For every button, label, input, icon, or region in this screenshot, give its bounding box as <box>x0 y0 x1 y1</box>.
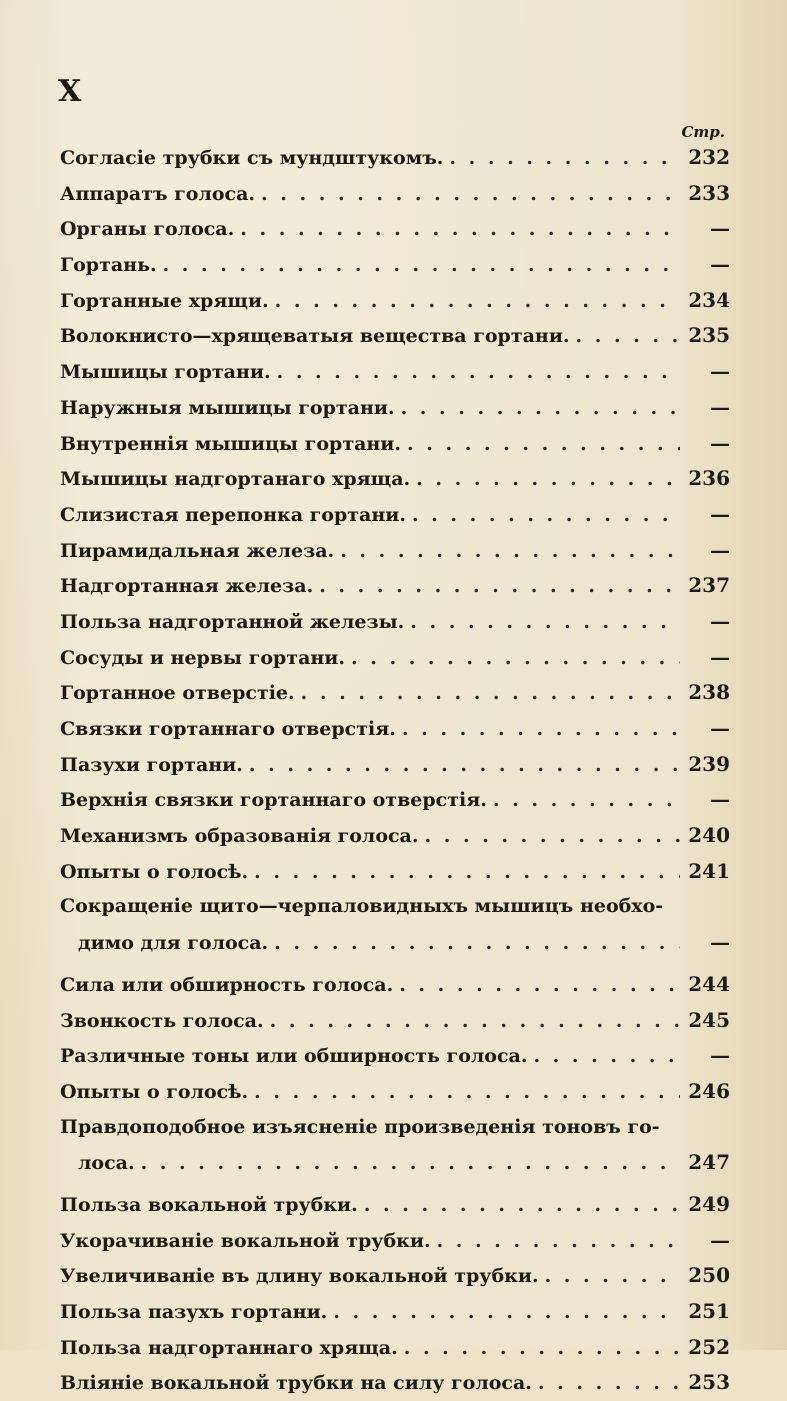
toc-entry <box>60 675 730 711</box>
dot-leader <box>351 641 680 676</box>
toc-entry-title: Опыты о голосѣ. <box>60 860 249 883</box>
toc-entry <box>60 497 730 533</box>
toc-entry-page: 247 <box>688 1150 730 1175</box>
toc-entry-page: 238 <box>688 680 730 705</box>
toc-entry-page: 253 <box>688 1370 730 1395</box>
toc-entry <box>60 533 730 569</box>
toc-entry-page: 240 <box>688 823 730 848</box>
toc-entry-page: — <box>710 537 730 562</box>
dot-leader <box>277 355 680 390</box>
toc-entry-title: димо для голоса. <box>78 932 269 955</box>
toc-entry <box>60 747 730 783</box>
dot-leader <box>141 1146 680 1181</box>
toc-entry-title: Верхнія связки гортаннаго отверстія. <box>60 789 487 812</box>
toc-entry <box>60 1223 730 1259</box>
dot-leader <box>416 462 680 497</box>
toc-entry <box>60 1074 730 1110</box>
toc-entry <box>60 211 730 247</box>
toc-entry-page: 246 <box>688 1078 730 1103</box>
toc-entry-title: Правдоподобное изъясненіе произведенія тоновъ го- <box>60 1115 660 1138</box>
toc-entry <box>60 176 730 212</box>
toc-entry-page: — <box>710 787 730 812</box>
toc-entry-title: Надгортанная железа. <box>60 575 314 598</box>
toc-entry-page: 234 <box>688 287 730 312</box>
toc-entry <box>60 140 730 176</box>
toc-entry <box>60 1003 730 1039</box>
dot-leader <box>301 676 680 711</box>
toc-entry-page: 232 <box>688 145 730 169</box>
toc-entry-title: Польза вокальной трубки. <box>60 1193 358 1216</box>
toc-entry-page: 236 <box>688 466 730 491</box>
toc-entry-title: Опыты о голосѣ. <box>60 1080 249 1103</box>
toc-entry-page: 245 <box>688 1007 730 1032</box>
toc-entry-page: 249 <box>688 1191 730 1216</box>
toc-entry-page: 244 <box>688 971 730 996</box>
page-number: X <box>58 74 83 109</box>
toc-entry-page: — <box>710 501 730 526</box>
toc-entry-title: Вліяніе вокальной трубки на силу голоса. <box>60 1372 532 1395</box>
toc-entry <box>60 818 730 854</box>
toc-entry <box>60 604 730 640</box>
dot-leader <box>402 712 680 747</box>
dot-leader <box>545 1259 680 1294</box>
dot-leader <box>340 534 680 569</box>
toc-entry-title: Пирамидальная железа. <box>60 539 335 562</box>
toc-entry-title: Внутреннія мышицы гортани. <box>60 432 402 455</box>
toc-entry-title: Сосуды и нервы гортани. <box>60 646 345 669</box>
dot-leader <box>437 1224 680 1259</box>
dot-leader <box>249 748 680 783</box>
toc-entry <box>60 283 730 319</box>
dot-leader <box>163 248 680 283</box>
toc-entry-title: Мышицы гортани. <box>60 361 271 384</box>
toc-entry-title: Аппаратъ голоса. <box>60 182 256 205</box>
toc-entry <box>60 426 730 462</box>
toc-entry-page: — <box>710 430 730 455</box>
toc-entry <box>60 711 730 747</box>
toc-entry-page: 241 <box>688 858 730 883</box>
toc-entry <box>60 1365 730 1401</box>
toc-entry-page: 250 <box>688 1263 730 1288</box>
toc-entry-title: Увеличиваніе въ длину вокальной трубки. <box>60 1265 539 1288</box>
toc-entry-title: Пазухи гортани. <box>60 753 243 776</box>
toc-entry-continuation <box>60 925 730 961</box>
toc-entry-page: 252 <box>688 1334 730 1359</box>
dot-leader <box>254 855 680 890</box>
toc-entry-title: Гортанные хрящи. <box>60 289 269 312</box>
toc-entry <box>60 1038 730 1074</box>
toc-entry <box>60 1330 730 1366</box>
toc-entry-title: Сокращеніе щито—черпаловидныхъ мышицъ необхо- <box>60 895 664 918</box>
toc-entry-page: — <box>710 608 730 633</box>
toc-entry-title: Различные тоны или обширность голоса. <box>60 1045 528 1068</box>
toc-entry-multiline <box>60 1110 730 1146</box>
dot-leader <box>275 284 680 319</box>
toc-entry-title: Волокнисто—хрящеватыя вещества гортани. <box>60 325 570 348</box>
toc-entry-title: Мышицы надгортанаго хряща. <box>60 468 411 491</box>
toc-entry-title: Польза надгортанной железы. <box>60 610 405 633</box>
dot-leader <box>240 212 680 247</box>
dot-leader <box>407 427 680 462</box>
toc-entry <box>60 568 730 604</box>
dot-leader <box>274 926 680 961</box>
toc-entry-page: 237 <box>688 573 730 598</box>
toc-entry-page: 251 <box>688 1299 730 1323</box>
dot-leader <box>270 1004 680 1039</box>
toc-entry <box>60 640 730 676</box>
toc-entry <box>60 782 730 818</box>
table-of-contents <box>60 140 730 1401</box>
toc-entry-title: Слизистая перепонка гортани. <box>60 503 406 526</box>
toc-entry-title: Укорачиваніе вокальной трубки. <box>60 1229 431 1252</box>
toc-entry-page: — <box>710 252 730 277</box>
dot-leader <box>319 569 680 604</box>
toc-entry <box>60 247 730 283</box>
dot-leader <box>410 605 680 640</box>
dot-leader <box>254 1075 680 1110</box>
dot-leader <box>412 498 680 533</box>
dot-leader <box>425 819 681 854</box>
toc-entry-page: — <box>710 394 730 419</box>
toc-entry <box>60 1258 730 1294</box>
dot-leader <box>401 391 680 426</box>
dot-leader <box>333 1295 680 1330</box>
toc-entry-page: 235 <box>688 323 730 348</box>
toc-entry-page: — <box>710 1043 730 1068</box>
toc-entry-title: Гортанное отверстіе. <box>60 682 295 705</box>
toc-entry <box>60 1294 730 1330</box>
toc-entry-multiline <box>60 889 730 925</box>
toc-entry-page: 233 <box>688 180 730 205</box>
dot-leader <box>261 177 680 212</box>
toc-entry <box>60 390 730 426</box>
toc-entry-title: Согласіе трубки съ мундштукомъ. <box>60 147 444 169</box>
toc-entry-title: Гортань. <box>60 254 157 277</box>
toc-entry-title: Связки гортаннаго отверстія. <box>60 718 396 740</box>
toc-entry-title: лоса. <box>78 1152 135 1175</box>
dot-leader <box>576 319 680 354</box>
toc-entry-title: Органы голоса. <box>60 218 235 241</box>
toc-entry <box>60 967 730 1003</box>
toc-entry <box>60 318 730 354</box>
toc-entry-page: — <box>710 644 730 669</box>
toc-entry-title: Наружныя мышицы гортани. <box>60 396 395 419</box>
dot-leader <box>364 1188 680 1223</box>
dot-leader <box>493 783 680 818</box>
dot-leader <box>399 968 680 1003</box>
toc-entry <box>60 461 730 497</box>
toc-entry-page: 239 <box>688 751 730 776</box>
dot-leader <box>533 1039 680 1074</box>
dot-leader <box>404 1331 680 1366</box>
toc-entry <box>60 354 730 390</box>
toc-entry-page: — <box>710 930 730 955</box>
toc-entry-title: Польза надгортаннаго хряща. <box>60 1336 398 1359</box>
toc-entry-title: Сила или обширность голоса. <box>60 973 394 996</box>
toc-entry-page: — <box>710 216 730 241</box>
dot-leader <box>449 141 680 176</box>
toc-entry-page: — <box>710 716 730 740</box>
toc-entry-continuation <box>60 1145 730 1181</box>
toc-entry <box>60 1187 730 1223</box>
toc-entry-title: Польза пазухъ гортани. <box>60 1301 328 1323</box>
toc-entry <box>60 854 730 890</box>
toc-entry-page: — <box>710 1227 730 1252</box>
page-column-header: Стр. <box>681 123 725 141</box>
toc-entry-page: — <box>710 359 730 384</box>
toc-entry-title: Механизмъ образованія голоса. <box>60 825 419 848</box>
dot-leader <box>538 1366 680 1401</box>
toc-entry-title: Звонкость голоса. <box>60 1009 264 1032</box>
